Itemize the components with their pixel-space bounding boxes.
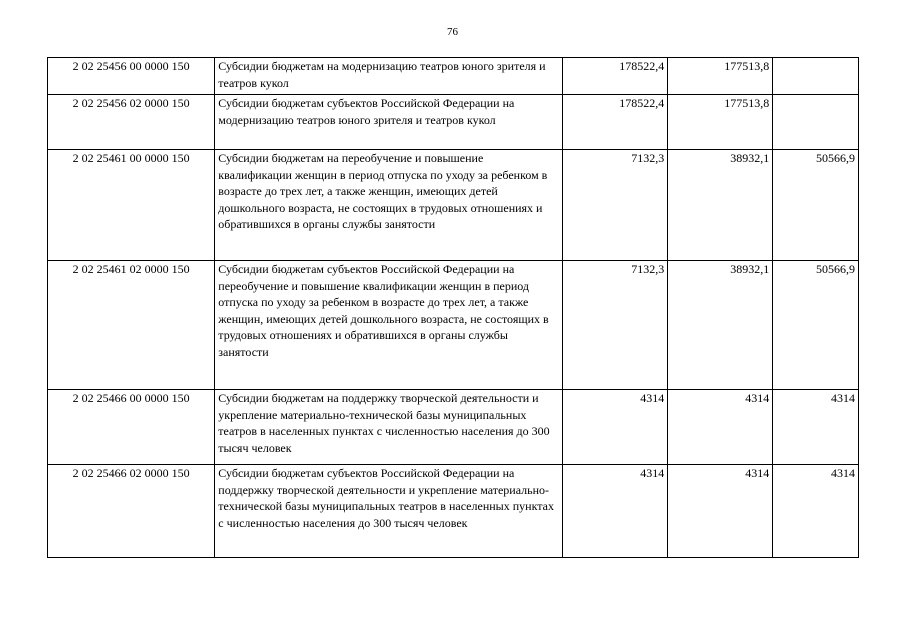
- table-row: [48, 261, 859, 390]
- amount-col-3: 4314: [773, 390, 859, 465]
- amount-col-3: 50566,9: [773, 150, 859, 261]
- budget-code: 2 02 25461 00 0000 150: [48, 150, 215, 261]
- amount-col-1: 178522,4: [563, 58, 668, 95]
- budget-code: 2 02 25456 02 0000 150: [48, 95, 215, 150]
- amount-col-2: 177513,8: [668, 95, 773, 150]
- budget-code: 2 02 25456 00 0000 150: [48, 58, 215, 95]
- row-description: Субсидии бюджетам на поддержку творческой деятельности и укрепление материально-технической базы муниципальных театров в населенных пунктах с численностью населения до 300 тысяч человек: [215, 390, 563, 465]
- table-row: [48, 465, 859, 558]
- table-row: [48, 150, 859, 261]
- row-description: Субсидии бюджетам субъектов Российской Федерации на модернизацию театров юного зрителя и театров кукол: [215, 95, 563, 150]
- row-description: Субсидии бюджетам на модернизацию театров юного зрителя и театров кукол: [215, 58, 563, 95]
- budget-code: 2 02 25466 00 0000 150: [48, 390, 215, 465]
- amount-col-1: 7132,3: [563, 150, 668, 261]
- budget-table: [47, 57, 859, 558]
- table-row: [48, 58, 859, 95]
- amount-col-3: [773, 95, 859, 150]
- budget-code: 2 02 25461 02 0000 150: [48, 261, 215, 390]
- table-row: [48, 95, 859, 150]
- amount-col-2: 38932,1: [668, 261, 773, 390]
- row-description: Субсидии бюджетам субъектов Российской Федерации на поддержку творческой деятельности и укрепление материально-технической базы муниципальных театров в населенных пунктах с численностью населения до 300 тысяч человек: [215, 465, 563, 558]
- amount-col-2: 177513,8: [668, 58, 773, 95]
- amount-col-2: 4314: [668, 465, 773, 558]
- amount-col-3: [773, 58, 859, 95]
- amount-col-1: 178522,4: [563, 95, 668, 150]
- amount-col-1: 4314: [563, 390, 668, 465]
- row-description: Субсидии бюджетам субъектов Российской Федерации на переобучение и повышение квалификации женщин в период отпуска по уходу за ребенком в возрасте до трех лет, а также женщин, имеющих детей дошкольного возраста, не состоящих в трудовых отношениях и обратившихся в органы службы занятости: [215, 261, 563, 390]
- amount-col-1: 7132,3: [563, 261, 668, 390]
- amount-col-3: 4314: [773, 465, 859, 558]
- row-description: Субсидии бюджетам на переобучение и повышение квалификации женщин в период отпуска по уходу за ребенком в возрасте до трех лет, а также женщин, имеющих детей дошкольного возраста, не состоящих в трудовых отношениях и обратившихся в органы службы занятости: [215, 150, 563, 261]
- table-row: [48, 390, 859, 465]
- page-number: 76: [447, 26, 458, 38]
- budget-code: 2 02 25466 02 0000 150: [48, 465, 215, 558]
- amount-col-3: 50566,9: [773, 261, 859, 390]
- amount-col-2: 38932,1: [668, 150, 773, 261]
- amount-col-1: 4314: [563, 465, 668, 558]
- amount-col-2: 4314: [668, 390, 773, 465]
